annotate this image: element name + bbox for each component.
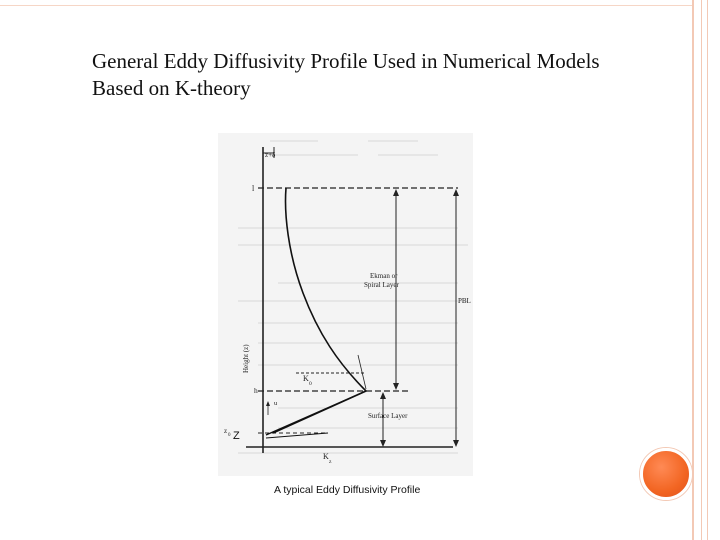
z0-subscript: 0 bbox=[228, 433, 231, 438]
pbl-label: PBL bbox=[458, 297, 471, 305]
k0-subscript: 0 bbox=[309, 381, 312, 387]
k0-label: K bbox=[303, 374, 309, 383]
figure-caption: A typical Eddy Diffusivity Profile bbox=[274, 484, 421, 496]
slide-title-line-1: General Eddy Diffusivity Profile Used in Numerical Models bbox=[92, 49, 600, 73]
slide-top-border bbox=[0, 0, 692, 6]
slide-right-border bbox=[692, 0, 694, 540]
ekman-label-line-2: Spiral Layer bbox=[364, 281, 399, 289]
dz-label: z+δ bbox=[265, 151, 276, 159]
surface-layer-label: Surface Layer bbox=[368, 412, 408, 420]
z0-label: z bbox=[224, 427, 228, 435]
slide-right-border-inner bbox=[701, 0, 702, 540]
u-label: u bbox=[274, 400, 278, 407]
orange-circle-decoration bbox=[640, 448, 692, 500]
eddy-diffusivity-curve bbox=[273, 188, 366, 433]
slide-right-border-inner-2 bbox=[707, 0, 708, 540]
surface-layer-line-lower bbox=[266, 433, 328, 438]
height-axis-label: Height (z) bbox=[242, 344, 250, 373]
top-level-label: l bbox=[252, 184, 255, 193]
eddy-diffusivity-diagram bbox=[218, 133, 473, 476]
kz-subscript: z bbox=[329, 459, 332, 465]
eddy-diffusivity-figure bbox=[218, 133, 473, 476]
slide-title-line-2: Based on K-theory bbox=[92, 76, 251, 100]
h-level-label: h bbox=[254, 386, 258, 395]
ekman-label-line-1: Ekman or bbox=[370, 272, 398, 280]
z-axis-label: Z bbox=[233, 430, 240, 442]
slide-title bbox=[92, 48, 652, 102]
kz-label: K bbox=[323, 452, 329, 461]
